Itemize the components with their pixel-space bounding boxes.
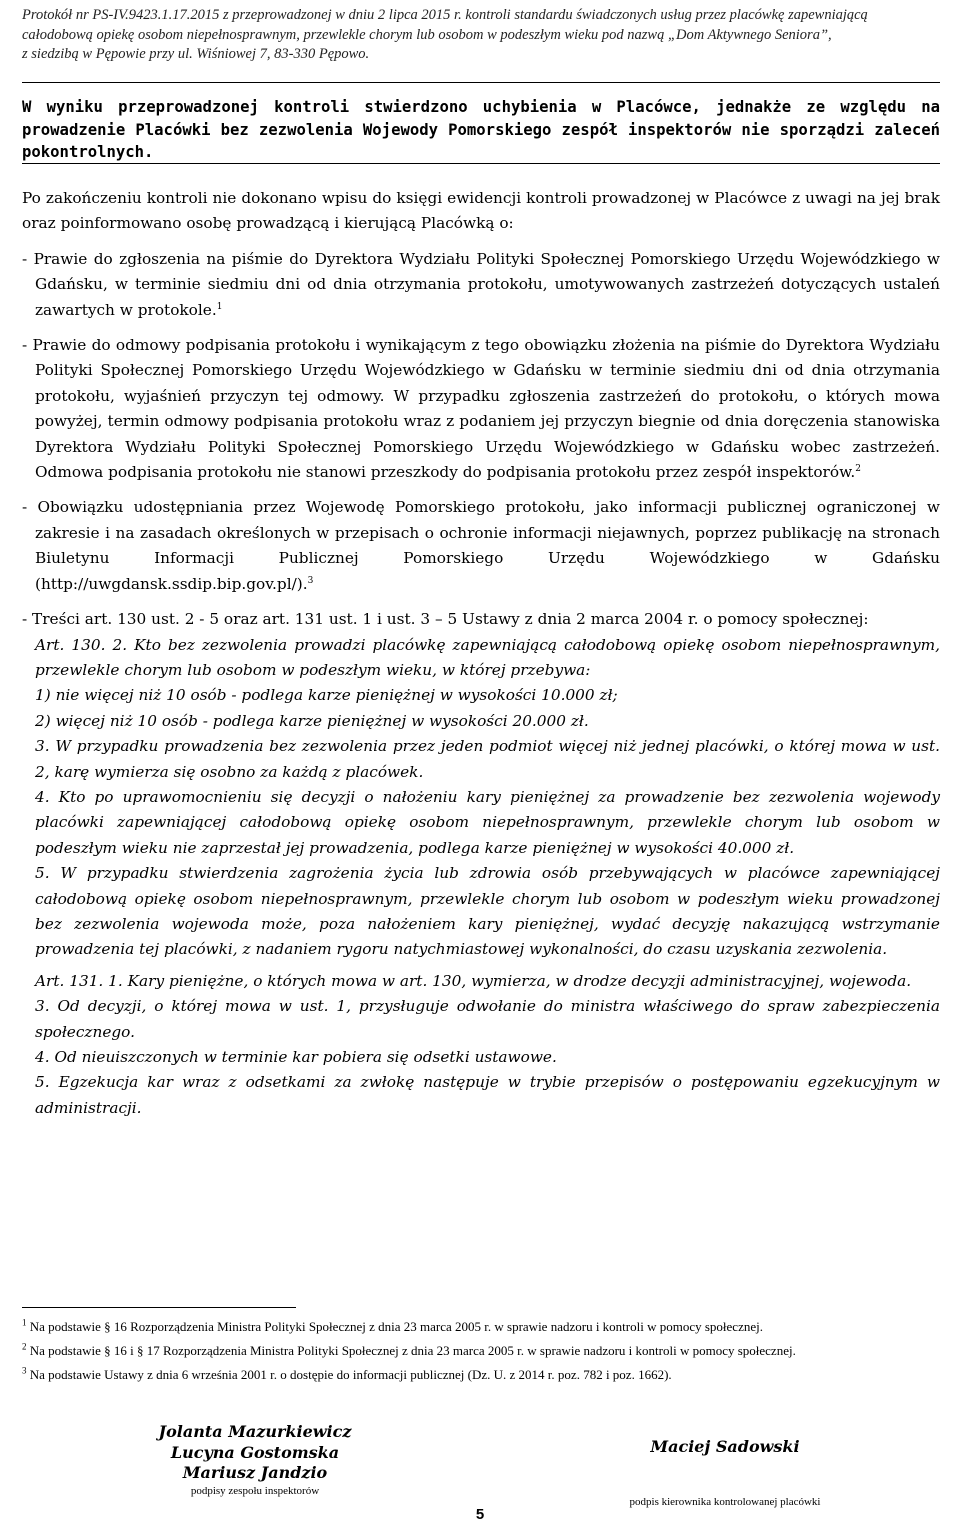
law-paragraph: 5. W przypadku stwierdzenia zagrożenia życia lub zdrowia osób przebywających w placówce zapewniającej całodobową opiekę osobom niepełnosprawnym, przewlekle chorym lub osobom w podeszłym wieku prowadzonej bez zezwolenia wojewoda może, poza nałożeniem kary pieniężnej, wydać decyzję nakazującą wstrzymanie prowadzenia tej placówki, z nadaniem rygoru natychmiastowej wykonalności, do czasu uzyskania zezwolenia.: [35, 864, 940, 959]
document-body: [22, 186, 940, 1121]
list-item-text: - Prawie do odmowy podpisania protokołu i wynikającym z tego obowiązku złożenia na piśmie do Dyrektora Wydziału Polityki Społecznej Pomorskiego Urzędu Wojewódzkiego w Gdańsku w terminie siedmiu dni od dnia otrzymania protokołu, wyjaśnień przyczyn tej odmowy. W przypadku zgłoszenia zastrzeżeń do protokołu, o których mowa powyżej, termin odmowy podpisania protokołu wraz z podaniem jej przyczyn biegnie od dnia doręczenia stanowiska Dyrektora Wydziału Polityki Społecznej Pomorskiego Urzędu Wojewódzkiego w Gdańsku wobec zastrzeżeń. Odmowa podpisania protokołu nie stanowi przeszkody do podpisania protokołu przez zespół inspektorów.: [22, 336, 940, 482]
footnote-ref: 2: [855, 463, 861, 474]
footnote-text: Na podstawie § 16 i § 17 Rozporządzenia Ministra Polityki Społecznej z dnia 23 marca 2005 r. w sprawie nadzoru i kontroli w pomocy społecznej.: [29, 1343, 796, 1358]
law-paragraph: Art. 131. 1. Kary pieniężne, o których mowa w art. 130, wymierza, w drodze decyzji administracyjnej, wojewoda.: [35, 971, 912, 990]
footnotes: [22, 1317, 940, 1389]
footnote-ref: 3: [307, 575, 314, 586]
intro-paragraph: Po zakończeniu kontroli nie dokonano wpisu do księgi ewidencji kontroli prowadzonej w Placówce z uwagi na jej brak oraz poinformowano osobę prowadzącą i kierującą Placówką o:: [22, 189, 940, 233]
findings-divider: [22, 163, 940, 164]
law-paragraph: 4. Od nieuiszczonych w terminie kar pobiera się odsetki ustawowe.: [35, 1048, 557, 1066]
signatory-name: Maciej Sadowski: [650, 1437, 800, 1456]
inspectors-signature-block: [150, 1422, 360, 1498]
footnote-number: 3: [22, 1365, 27, 1376]
footnote: [22, 1341, 940, 1360]
page-number: 5: [475, 1506, 485, 1523]
law-paragraph: Art. 130. 2. Kto bez zezwolenia prowadzi placówkę zapewniającą całodobową opiekę osobom niepełnosprawnym, przewlekle chorym lub osobom w podeszłym wieku, w której przebywa:: [35, 635, 940, 679]
header-divider: [22, 82, 940, 83]
header-line: z siedzibą w Pępowie przy ul. Wiśniowej 7, 83-330 Pępowo.: [22, 46, 370, 62]
list-item-text: - Treści art. 130 ust. 2 - 5 oraz art. 131 ust. 1 i ust. 3 – 5 Ustawy z dnia 2 marca 2004 r. o pomocy społecznej:: [22, 610, 869, 629]
findings-statement: W wyniku przeprowadzonej kontroli stwierdzono uchybienia w Placówce, jednakże ze względu na prowadzenie Placówki bez zezwolenia Wojewody Pomorskiego zespół inspektorów nie sporządzi zaleceń pokontrolnych.: [22, 98, 940, 162]
signature-caption: podpis kierownika kontrolowanej placówki: [629, 1496, 821, 1508]
law-paragraph: 3. Od decyzji, o której mowa w ust. 1, przysługuje odwołanie do ministra właściwego do spraw zabezpieczenia społecznego.: [35, 997, 940, 1041]
signatory-name: Lucyna Gostomska: [170, 1442, 340, 1462]
law-paragraph: 2) więcej niż 10 osób - podlega karze pieniężnej w wysokości 20.000 zł.: [35, 711, 589, 730]
law-paragraph: 1) nie więcej niż 10 osób - podlega karze pieniężnej w wysokości 10.000 zł;: [35, 686, 618, 705]
list-item: [22, 607, 940, 632]
footnote-text: Na podstawie § 16 Rozporządzenia Ministra Polityki Społecznej z dnia 23 marca 2005 r. w sprawie nadzoru i kontroli w pomocy społecznej.: [29, 1319, 763, 1334]
law-paragraph: 4. Kto po uprawomocnieniu się decyzji o nałożeniu kary pieniężnej za prowadzenie bez zezwolenia wojewody placówki zapewniającej całodobową opiekę osobom niepełnosprawnym, przewlekle chorym lub osobom w podeszłym wieku nie zaprzestał jej prowadzenia, podlega karze pieniężnej w wysokości 40.000 zł.: [35, 787, 940, 857]
manager-signature-block: [620, 1437, 830, 1509]
list-item: [22, 333, 940, 485]
footnote-ref: 1: [216, 301, 223, 312]
law-paragraph: 3. W przypadku prowadzenia bez zezwolenia przez jeden podmiot więcej niż jednej placówki, o której mowa w ust. 2, karę wymierza się osobno za każdą z placówek.: [35, 737, 940, 781]
footnote-number: 1: [22, 1317, 27, 1328]
footnote-divider: [22, 1307, 296, 1308]
list-item-text: - Prawie do zgłoszenia na piśmie do Dyrektora Wydziału Polityki Społecznej Pomorskiego Urzędu Wojewódzkiego w Gdańsku, w terminie siedmiu dni od dnia otrzymania protokołu, umotywowanych zastrzeżeń dotyczących ustaleń zawartych w protokole.: [22, 249, 940, 319]
footnote-number: 2: [22, 1341, 27, 1352]
list-item-text: - Obowiązku udostępniania przez Wojewodę Pomorskiego protokołu, jako informacji publicznej ograniczonej w zakresie i na zasadach określonych w przepisach o ochronie informacji niejawnych, poprzez publikację na stronach Biuletynu Informacji Publicznej Pomorskiego Urzędu Wojewódzkiego w Gdańsku (http://uwgdansk.ssdip.bip.gov.pl/).: [22, 498, 940, 593]
list-item: [22, 495, 940, 597]
footnote-text: Na podstawie Ustawy z dnia 6 września 2001 r. o dostępie do informacji publicznej (Dz. U. z 2014 r. poz. 782 i poz. 1662).: [29, 1367, 672, 1382]
document-header: [22, 6, 942, 65]
footnote: [22, 1365, 940, 1384]
signature-caption: podpisy zespołu inspektorów: [190, 1484, 320, 1497]
footnote: [22, 1317, 940, 1336]
law-quotation: [22, 633, 940, 1122]
signatory-name: Jolanta Mazurkiewicz: [158, 1422, 352, 1441]
header-line: całodobową opiekę osobom niepełnosprawnym, przewlekle chorym lub osobom w podeszłym wieku pod nazwą „Dom Aktywnego Seniora”,: [22, 26, 832, 43]
list-item: [22, 247, 940, 323]
law-paragraph: 5. Egzekucja kar wraz z odsetkami za zwłokę następuje w trybie przepisów o postępowaniu egzekucyjnym w administracji.: [35, 1073, 940, 1117]
signatory-name: Mariusz Jandzio: [182, 1463, 328, 1482]
header-line: Protokół nr PS-IV.9423.1.17.2015 z przeprowadzonej w dniu 2 lipca 2015 r. kontroli standardu świadczonych usług przez placówkę zapewniającą: [22, 7, 868, 23]
